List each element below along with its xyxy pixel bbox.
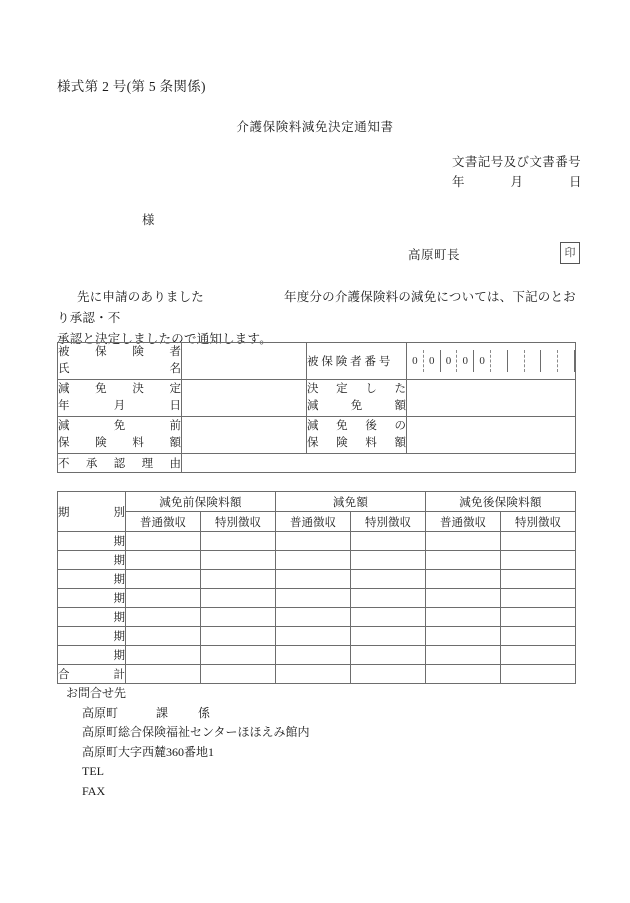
cell-before-special[interactable] bbox=[201, 608, 276, 627]
seal-stamp-box: 印 bbox=[560, 242, 580, 264]
decided-l1-right: た bbox=[394, 383, 406, 395]
table-row bbox=[58, 380, 576, 417]
cell-after-ordinary[interactable] bbox=[426, 551, 501, 570]
total-after-special[interactable] bbox=[501, 665, 576, 684]
contact-division: 課 bbox=[156, 705, 169, 720]
reason-c5: 由 bbox=[169, 458, 181, 470]
contact-section: 係 bbox=[198, 705, 211, 720]
contact-facility: 高原町総合保険福祉センターほほえみ館内 bbox=[82, 725, 310, 739]
digit-cell-8[interactable] bbox=[525, 350, 542, 372]
after-l1-c1: 免 bbox=[336, 420, 348, 432]
value-decided-amount[interactable] bbox=[407, 380, 576, 417]
body-line1-part1: 先に申請のありました bbox=[77, 290, 205, 304]
contact-tel: TEL bbox=[82, 764, 104, 778]
insured-details-table bbox=[57, 342, 576, 473]
body-line2: 承認と決定しましたので通知します。 bbox=[57, 332, 272, 346]
before-l1-left: 減 bbox=[58, 420, 70, 432]
label-before-amount bbox=[58, 417, 182, 454]
label-decision-date bbox=[58, 380, 182, 417]
cell-after-special[interactable] bbox=[501, 646, 576, 665]
value-reject-reason[interactable] bbox=[182, 454, 576, 473]
decision-date-l1-c2: 決 bbox=[132, 383, 144, 395]
before-l2-left: 保 bbox=[58, 437, 70, 449]
after-l2-c1: 険 bbox=[336, 437, 348, 449]
cell-before-ordinary[interactable] bbox=[126, 627, 201, 646]
value-decision-date[interactable] bbox=[182, 380, 307, 417]
header-sub-before-special: 特別徴収 bbox=[201, 512, 276, 532]
date-day-label: 日 bbox=[569, 175, 582, 189]
digit-cell-3[interactable]: 0 bbox=[441, 350, 458, 372]
before-l2-c1: 険 bbox=[95, 437, 107, 449]
cell-before-ordinary[interactable] bbox=[126, 646, 201, 665]
total-reduction-special[interactable] bbox=[351, 665, 426, 684]
total-before-ordinary[interactable] bbox=[126, 665, 201, 684]
header-sub-after-ordinary: 普通徴収 bbox=[426, 512, 501, 532]
table-header-row-sub bbox=[58, 512, 576, 532]
term-header-right: 別 bbox=[113, 506, 125, 519]
reason-c3: 認 bbox=[113, 458, 126, 470]
insured-name-l2-left: 氏 bbox=[58, 363, 70, 375]
term-label: 期 bbox=[58, 551, 126, 570]
insured-name-l1-c2: 険 bbox=[132, 346, 144, 358]
cell-after-ordinary[interactable] bbox=[426, 646, 501, 665]
digit-cell-9[interactable] bbox=[541, 350, 558, 372]
contact-heading: お問合せ先 bbox=[66, 686, 127, 700]
value-insured-number[interactable] bbox=[407, 343, 576, 380]
after-l1-right: の bbox=[394, 420, 406, 432]
cell-reduction-special[interactable] bbox=[351, 608, 426, 627]
label-insured-number bbox=[307, 343, 407, 380]
decided-l2-right: 額 bbox=[394, 400, 406, 412]
reason-c2: 承 bbox=[85, 458, 98, 470]
cell-reduction-ordinary[interactable] bbox=[276, 570, 351, 589]
cell-reduction-ordinary[interactable] bbox=[276, 627, 351, 646]
cell-before-ordinary[interactable] bbox=[126, 532, 201, 551]
contact-town: 高原町 bbox=[82, 705, 119, 720]
decision-date-l1-left: 減 bbox=[58, 383, 70, 395]
term-header-left: 期 bbox=[58, 506, 70, 519]
header-term bbox=[58, 492, 126, 532]
cell-before-special[interactable] bbox=[201, 570, 276, 589]
issuer-name: 高原町長 bbox=[408, 248, 461, 262]
cell-reduction-ordinary[interactable] bbox=[276, 532, 351, 551]
premium-breakdown-table bbox=[57, 491, 576, 684]
table-row bbox=[58, 608, 576, 627]
contact-block bbox=[66, 684, 310, 801]
decision-date-l2-right: 日 bbox=[169, 400, 181, 412]
contact-address: 高原町大字西麓360番地1 bbox=[82, 744, 215, 759]
insured-name-l2-right: 名 bbox=[169, 363, 181, 375]
label-after-amount bbox=[307, 417, 407, 454]
after-l2-right: 額 bbox=[394, 437, 406, 449]
insured-name-l1-right: 者 bbox=[169, 346, 181, 358]
cell-before-special[interactable] bbox=[201, 627, 276, 646]
table-row bbox=[58, 570, 576, 589]
decided-l1-c1: 定 bbox=[336, 383, 348, 395]
insured-number-label-text: 被 保 険 者 番 号 bbox=[307, 356, 391, 368]
cell-reduction-special[interactable] bbox=[351, 646, 426, 665]
notice-body-text bbox=[57, 287, 577, 350]
digit-cell-6[interactable] bbox=[491, 350, 508, 372]
table-total-row bbox=[58, 665, 576, 684]
total-label bbox=[58, 665, 126, 684]
cell-reduction-ordinary[interactable] bbox=[276, 608, 351, 627]
after-l2-left: 保 bbox=[307, 437, 319, 449]
table-row bbox=[58, 532, 576, 551]
digit-cell-2[interactable]: 0 bbox=[424, 350, 441, 372]
term-label: 期 bbox=[58, 627, 126, 646]
cell-after-special[interactable] bbox=[501, 608, 576, 627]
cell-after-ordinary[interactable] bbox=[426, 570, 501, 589]
date-month-label: 月 bbox=[510, 175, 524, 189]
header-sub-before-ordinary: 普通徴収 bbox=[126, 512, 201, 532]
cell-reduction-ordinary[interactable] bbox=[276, 589, 351, 608]
before-l2-right: 額 bbox=[169, 437, 181, 449]
total-label-left: 合 bbox=[58, 669, 70, 681]
total-reduction-ordinary[interactable] bbox=[276, 665, 351, 684]
table-row bbox=[58, 627, 576, 646]
table-header-row-groups bbox=[58, 492, 576, 512]
label-decided-amount bbox=[307, 380, 407, 417]
cell-before-ordinary[interactable] bbox=[126, 570, 201, 589]
insured-name-l1-c1: 保 bbox=[95, 346, 107, 358]
table-row bbox=[58, 646, 576, 665]
cell-after-special[interactable] bbox=[501, 532, 576, 551]
cell-before-special[interactable] bbox=[201, 532, 276, 551]
term-label: 期 bbox=[58, 589, 126, 608]
before-l1-center: 免 bbox=[113, 420, 126, 432]
cell-reduction-special[interactable] bbox=[351, 532, 426, 551]
cell-before-special[interactable] bbox=[201, 589, 276, 608]
digit-cell-4[interactable]: 0 bbox=[457, 350, 474, 372]
header-group-before: 減免前保険料額 bbox=[126, 492, 276, 512]
header-sub-reduction-ordinary: 普通徴収 bbox=[276, 512, 351, 532]
contact-office-line bbox=[82, 704, 310, 724]
date-year-label: 年 bbox=[452, 175, 465, 189]
total-before-special[interactable] bbox=[201, 665, 276, 684]
cell-reduction-ordinary[interactable] bbox=[276, 551, 351, 570]
total-label-right: 計 bbox=[113, 669, 125, 681]
value-after-amount[interactable] bbox=[407, 417, 576, 454]
after-l1-c2: 後 bbox=[365, 420, 377, 432]
table-row bbox=[58, 417, 576, 454]
cell-reduction-ordinary[interactable] bbox=[276, 646, 351, 665]
cell-after-ordinary[interactable] bbox=[426, 532, 501, 551]
total-after-ordinary[interactable] bbox=[426, 665, 501, 684]
cell-after-ordinary[interactable] bbox=[426, 608, 501, 627]
decided-l1-left: 決 bbox=[307, 383, 319, 395]
cell-after-special[interactable] bbox=[501, 570, 576, 589]
cell-reduction-special[interactable] bbox=[351, 589, 426, 608]
cell-reduction-special[interactable] bbox=[351, 627, 426, 646]
insured-name-l1-left: 被 bbox=[58, 346, 70, 358]
after-l2-c2: 料 bbox=[365, 437, 377, 449]
document-symbol-and-number: 文書記号及び文書番号 bbox=[452, 155, 582, 169]
cell-before-ordinary[interactable] bbox=[126, 589, 201, 608]
cell-after-ordinary[interactable] bbox=[426, 627, 501, 646]
cell-after-special[interactable] bbox=[501, 551, 576, 570]
cell-after-ordinary[interactable] bbox=[426, 589, 501, 608]
value-before-amount[interactable] bbox=[182, 417, 307, 454]
header-group-reduction: 減免額 bbox=[276, 492, 426, 512]
body-line1-part2: 年度分の介護保険料の減免については、下記のとおり承認・不 bbox=[57, 290, 576, 325]
cell-before-special[interactable] bbox=[201, 646, 276, 665]
header-sub-after-special: 特別徴収 bbox=[501, 512, 576, 532]
decided-l2-center: 免 bbox=[350, 400, 363, 412]
decision-date-l1-right: 定 bbox=[169, 383, 181, 395]
label-reject-reason bbox=[58, 454, 182, 473]
addressee-honorific: 様 bbox=[142, 213, 155, 227]
page-title: 介護保険料減免決定通知書 bbox=[236, 120, 394, 134]
term-label: 期 bbox=[58, 532, 126, 551]
digit-cell-10[interactable] bbox=[558, 350, 575, 372]
cell-before-ordinary[interactable] bbox=[126, 608, 201, 627]
digit-cell-7[interactable] bbox=[508, 350, 525, 372]
before-l1-right: 前 bbox=[169, 420, 181, 432]
cell-reduction-special[interactable] bbox=[351, 570, 426, 589]
cell-after-special[interactable] bbox=[501, 589, 576, 608]
reason-c4: 理 bbox=[141, 458, 154, 470]
digit-cell-1[interactable]: 0 bbox=[407, 350, 424, 372]
table-row bbox=[58, 343, 576, 380]
cell-reduction-special[interactable] bbox=[351, 551, 426, 570]
table-row bbox=[58, 589, 576, 608]
table-row bbox=[58, 454, 576, 473]
reason-c1: 不 bbox=[58, 458, 70, 470]
decision-date-l2-left: 年 bbox=[58, 400, 70, 412]
contact-fax: FAX bbox=[82, 783, 106, 798]
issue-date-line bbox=[452, 172, 582, 190]
decision-date-l2-center: 月 bbox=[113, 400, 126, 412]
decision-date-l1-c1: 免 bbox=[95, 383, 107, 395]
cell-after-special[interactable] bbox=[501, 627, 576, 646]
table-row bbox=[58, 551, 576, 570]
before-l2-c2: 料 bbox=[132, 437, 144, 449]
after-l1-left: 減 bbox=[307, 420, 319, 432]
header-group-after: 減免後保険料額 bbox=[426, 492, 576, 512]
term-label: 期 bbox=[58, 608, 126, 627]
term-label: 期 bbox=[58, 570, 126, 589]
form-number: 様式第 2 号(第 5 条関係) bbox=[57, 79, 206, 94]
decided-l2-left: 減 bbox=[307, 400, 319, 412]
term-label: 期 bbox=[58, 646, 126, 665]
label-insured-name bbox=[58, 343, 182, 380]
value-insured-name[interactable] bbox=[182, 343, 307, 380]
insured-number-digit-grid bbox=[407, 350, 575, 372]
header-sub-reduction-special: 特別徴収 bbox=[351, 512, 426, 532]
digit-cell-5[interactable]: 0 bbox=[474, 350, 491, 372]
decided-l1-c2: し bbox=[365, 383, 377, 395]
cell-before-special[interactable] bbox=[201, 551, 276, 570]
cell-before-ordinary[interactable] bbox=[126, 551, 201, 570]
